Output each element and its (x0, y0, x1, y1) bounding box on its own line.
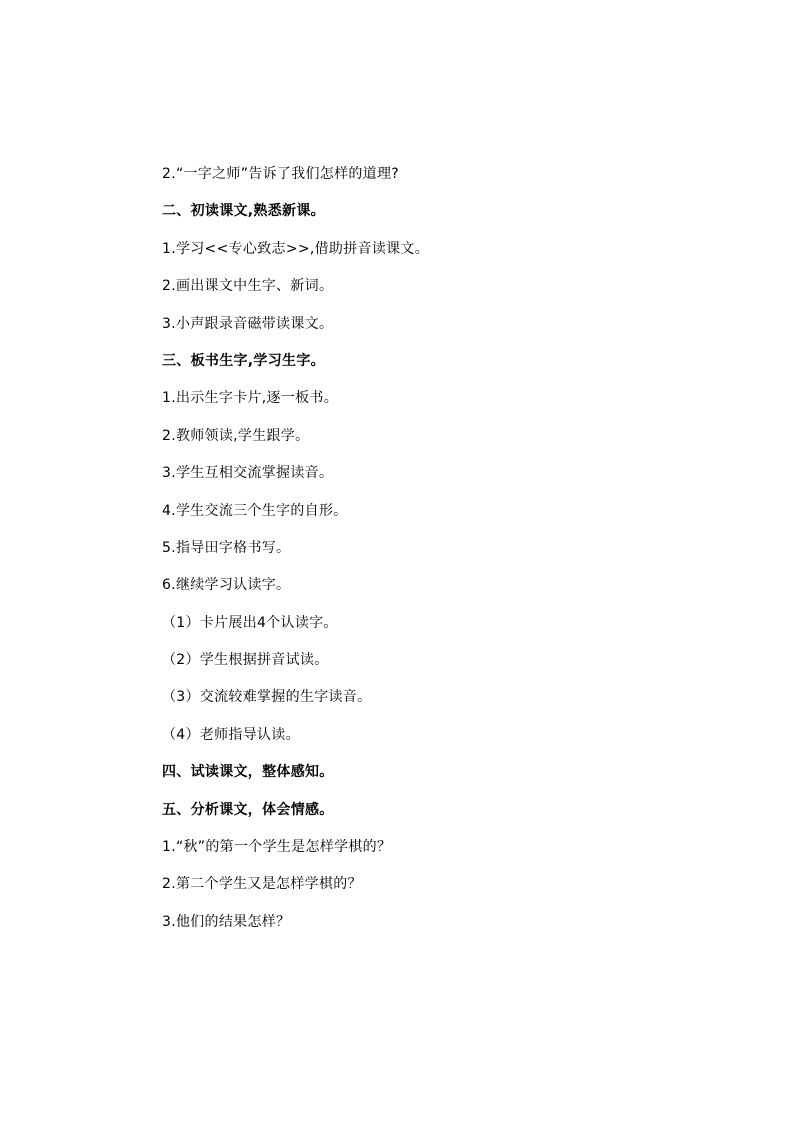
list-item: 5.指导田字格书写。 (162, 539, 291, 556)
section-heading: 五、分析课文，体会情感。 (162, 801, 334, 818)
list-item: 2.画出课文中生字、新词。 (162, 278, 334, 295)
list-item: 1.出示生字卡片,逐一板书。 (162, 390, 339, 407)
list-item: 2.第二个学生又是怎样学棋的？ (162, 876, 362, 893)
list-item: 1.“秋”的第一个学生是怎样学棋的？ (162, 839, 392, 856)
list-item: 2.教师领读,学生跟学。 (162, 427, 310, 444)
sub-list-item: （2）学生根据拼音试读。 (162, 652, 329, 669)
list-item: 4.学生交流三个生字的自形。 (162, 502, 348, 519)
section-heading: 四、试读课文，整体感知。 (162, 764, 334, 781)
list-item: 3.小声跟录音磁带读课文。 (162, 315, 334, 332)
list-item: 1.学习<<专心致志>>,借助拼音读课文。 (162, 240, 430, 257)
document-body (162, 164, 722, 949)
list-item: 3.他们的结果怎样？ (162, 913, 291, 930)
sub-list-item: （3）交流较难掌握的生字读音。 (162, 689, 372, 706)
sub-list-item: （1）卡片展出4个认读字。 (162, 614, 338, 631)
section-heading: 二、初读课文,熟悉新课。 (162, 203, 325, 220)
list-item: 3.学生互相交流掌握读音。 (162, 465, 334, 482)
sub-list-item: （4）老师指导认读。 (162, 726, 300, 743)
question-line: 2.“一字之师”告诉了我们怎样的道理? (162, 166, 399, 182)
section-heading: 三、板书生字,学习生字。 (162, 352, 325, 369)
list-item: 6.继续学习认读字。 (162, 577, 291, 594)
